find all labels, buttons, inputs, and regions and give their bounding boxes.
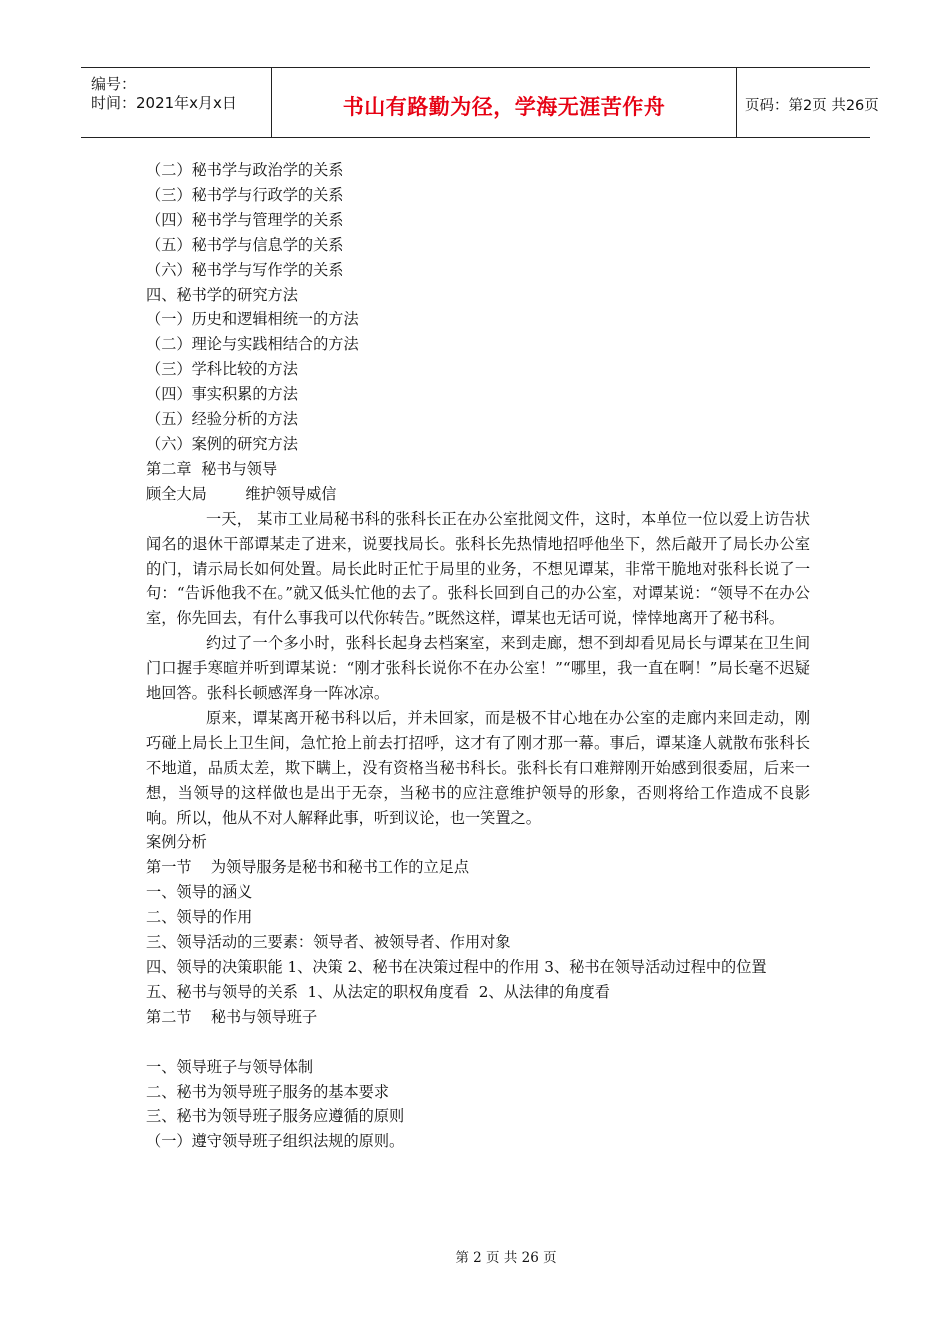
outline-line: （三）秘书学与行政学的关系 bbox=[146, 185, 344, 204]
outline-line: （四）秘书学与管理学的关系 bbox=[146, 210, 344, 229]
page-footer bbox=[0, 1246, 950, 1266]
outline-line: （六）秘书学与写作学的关系 bbox=[146, 260, 344, 279]
case-paragraph: 一天， 某市工业局秘书科的张科长正在办公室批阅文件，这时，本单位一位以爱上访告状闻名的退休干部谭某走了进来，说要找局长。张科长先热情地招呼他坐下，然后敲开了局长办公室的门，请示局长如何处置。局长此时正忙于局里的业务，不想见谭某，非常干脆地对张科长说了一句：“告诉他我不在。”就又低头忙他的去了。张科长回到自己的办公室，对谭某说：“领导不在办公室，你先回去，有什么事我可以代你转告。”既然这样，谭某也无话可说，悻悻地离开了秘书科。 bbox=[146, 509, 810, 628]
outline-line: （三）学科比较的方法 bbox=[146, 360, 298, 379]
header-info-cell bbox=[81, 68, 271, 137]
chapter-heading: 第二章 秘书与领导 bbox=[146, 459, 278, 478]
outline-line: 三、领导活动的三要素：领导者、被领导者、作用对象 bbox=[146, 933, 511, 952]
blank-line bbox=[146, 1030, 810, 1055]
motto: 书山有路勤为径，学海无涯苦作舟 bbox=[342, 95, 666, 119]
outline-line: （五）秘书学与信息学的关系 bbox=[146, 235, 344, 254]
outline-line: 案例分析 bbox=[146, 833, 207, 852]
header-motto-cell bbox=[271, 68, 737, 137]
section-heading: 第一节 为领导服务是秘书和秘书工作的立足点 bbox=[146, 858, 470, 877]
outline-line: （二）秘书学与政治学的关系 bbox=[146, 161, 344, 179]
outline-line: 四、领导的决策职能 1、决策 2、秘书在决策过程中的作用 3、秘书在领导活动过程中的位置 bbox=[146, 958, 767, 976]
outline-line: （六）案例的研究方法 bbox=[146, 434, 298, 453]
outline-line: 五、秘书与领导的关系 1、从法定的职权角度看 2、从法律的角度看 bbox=[146, 982, 610, 1001]
outline-line: 一、领导的涵义 bbox=[146, 883, 253, 902]
case-title: 顾全大局 维护领导威信 bbox=[146, 484, 337, 503]
section-heading: 第二节 秘书与领导班子 bbox=[146, 1007, 318, 1026]
page-number-label: 页码：第2页 共26页 bbox=[745, 98, 879, 114]
outline-line: （一）遵守领导班子组织法规的原则。 bbox=[146, 1132, 405, 1151]
outline-line: （二）理论与实践相结合的方法 bbox=[146, 335, 359, 354]
page-header bbox=[81, 67, 879, 138]
section-heading: 四、秘书学的研究方法 bbox=[146, 285, 298, 304]
outline-line: 二、领导的作用 bbox=[146, 908, 253, 927]
outline-line: （一）历史和逻辑相统一的方法 bbox=[146, 310, 359, 329]
outline-line: 二、秘书为领导班子服务的基本要求 bbox=[146, 1082, 389, 1101]
outline-line: （五）经验分析的方法 bbox=[146, 410, 298, 429]
header-page-cell bbox=[735, 68, 879, 137]
outline-line: 三、秘书为领导班子服务应遵循的原则 bbox=[146, 1107, 405, 1126]
number-label: 编号： bbox=[91, 75, 137, 93]
footer-page-number: 第 2 页 共 26 页 bbox=[455, 1250, 557, 1266]
outline-line: （四）事实积累的方法 bbox=[146, 385, 298, 404]
document-body bbox=[146, 158, 810, 1154]
outline-line: 一、领导班子与领导体制 bbox=[146, 1057, 314, 1076]
case-paragraph: 原来，谭某离开秘书科以后，并未回家，而是极不甘心地在办公室的走廊内来回走动，刚巧碰上局长上卫生间，急忙抢上前去打招呼，这才有了刚才那一幕。事后，谭某逢人就散布张科长不地道，品质太差，欺下瞒上，没有资格当秘书科长。张科长有口难辩刚开始感到很委屈，后来一想，当领导的这样做也是出于无奈，当秘书的应注意维护领导的形象，否则将给工作造成不良影响。所以，他从不对人解释此事，听到议论，也一笑置之。 bbox=[146, 708, 810, 827]
case-paragraph: 约过了一个多小时，张科长起身去档案室，来到走廊，想不到却看见局长与谭某在卫生间门口握手寒暄并听到谭某说：“刚才张科长说你不在办公室！”“哪里，我一直在啊！”局长毫不迟疑地回答。张科长顿感浑身一阵冰凉。 bbox=[146, 634, 810, 703]
time-label: 时间：2021年x月x日 bbox=[91, 94, 237, 112]
